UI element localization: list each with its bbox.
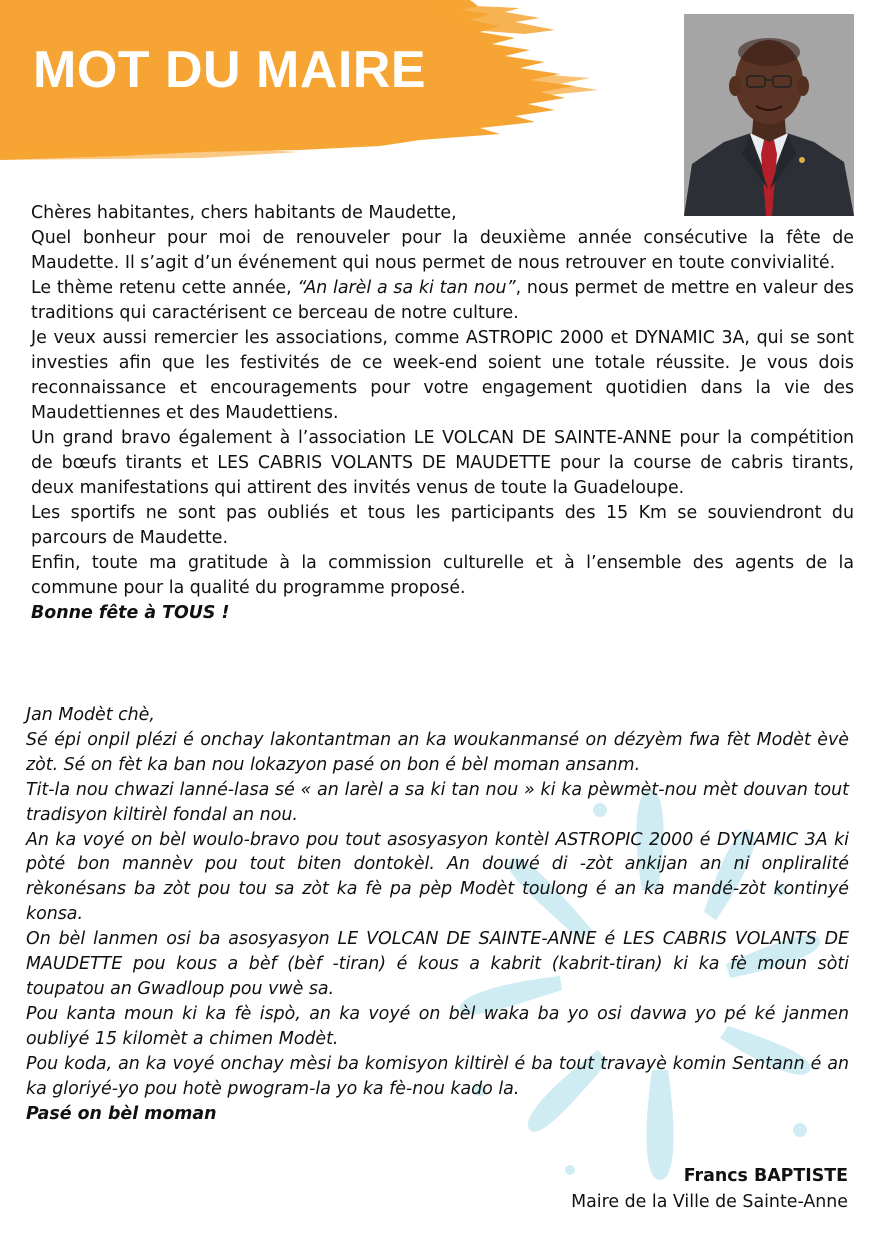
kreyol-salutation: Jan Modèt chè, [26, 705, 155, 725]
french-paragraph: Quel bonheur pour moi de renouveler pour la deuxième année consécutive la fête de Maudette. Il s’agit d’un événement qui nous permet de nous retrouver en toute convivialité. [31, 228, 854, 273]
kreyol-paragraph: On bèl lanmen osi ba asosyasyon LE VOLCAN DE SAINTE-ANNE é LES CABRIS VOLANTS DE MAUDETTE pou kous a bèf (bèf -tiran) é kous a kabrit (kabrit-tiran) ki ka fè moun sòti toupatou an Gwadloup pou vwè sa. [26, 929, 849, 999]
kreyol-paragraph: An ka voyé on bèl woulo-bravo pou tout asosyasyon kontèl ASTROPIC 2000 é DYNAMIC 3A ki pòté bon mannèv pou tout biten dontokèl. An douwé di -zòt ankijan an ni onpliralité rèkonésans ba zòt pou tou sa zòt ka fè pa pèp Modèt toulong é an ka mandé-zòt kontinyé konsa. [26, 829, 849, 925]
french-paragraph: Je veux aussi remercier les associations, comme ASTROPIC 2000 et DYNAMIC 3A, qui se sont investies afin que les festivités de ce week-end soient une totale réussite. Je vous dois reconnaissance et encouragements pour votre engagement quotidien dans la vie des Maudettiennes et des Maudettiens. [31, 328, 854, 423]
kreyol-paragraph: Pou kanta moun ki ka fè ispò, an ka voyé on bèl waka ba yo osi davwa yo pé ké janmen oubliyé 15 kilomèt a chimen Modèt. [26, 1003, 849, 1049]
french-salutation: Chères habitantes, chers habitants de Maudette, [31, 203, 457, 223]
french-paragraph: Enfin, toute ma gratitude à la commission culturelle et à l’ensemble des agents de la commune pour la qualité du programme proposé. [31, 553, 854, 598]
french-closing: Bonne fête à TOUS ! [31, 603, 230, 623]
kreyol-paragraph: Tit-la nou chwazi lanné-lasa sé « an larèl a sa ki tan nou » ki ka pèwmèt-nou mèt douvan tout tradisyon kiltirèl fondal an nou. [26, 779, 849, 825]
mayor-portrait-photo [684, 14, 854, 216]
theme-intro: Le thème retenu cette année, [31, 278, 298, 298]
kreyol-letter [26, 703, 849, 1126]
theme-quote: “An larèl a sa ki tan nou” [297, 278, 516, 298]
signature-block [571, 1163, 848, 1215]
kreyol-paragraph: Pou koda, an ka voyé onchay mèsi ba komisyon kiltirèl é ba tout travayè komin Sentann é an ka gloriyé-yo pou hotè pwogram-la yo ka fè-nou kado la. [26, 1053, 849, 1099]
kreyol-closing: Pasé on bèl moman [26, 1103, 217, 1124]
signature-name: Francs BAPTISTE [683, 1166, 848, 1186]
french-paragraph: Un grand bravo également à l’association LE VOLCAN DE SAINTE-ANNE pour la compétition de bœufs tirants et LES CABRIS VOLANTS DE MAUDETTE pour la course de cabris tirants, deux manifestations qui attirent des invités venus de toute la Guadeloupe. [31, 428, 854, 498]
french-letter [31, 201, 854, 626]
french-paragraph: Les sportifs ne sont pas oubliés et tous les participants des 15 Km se souviendront du parcours de Maudette. [31, 503, 854, 548]
page-title: MOT DU MAIRE [33, 41, 427, 99]
theme-rest: , nous permet de mettre en valeur des traditions qui caractérisent ce berceau de notre culture. [31, 278, 854, 323]
kreyol-paragraph: Sé épi onpil plézi é onchay lakontantman an ka woukanmansé on dézyèm fwa fèt Modèt èvè zòt. Sé on fèt ka ban nou lokazyon pasé on bon é bèl moman ansanm. [26, 729, 849, 775]
french-paragraph-theme [31, 276, 854, 326]
signature-role: Maire de la Ville de Sainte-Anne [571, 1192, 848, 1212]
